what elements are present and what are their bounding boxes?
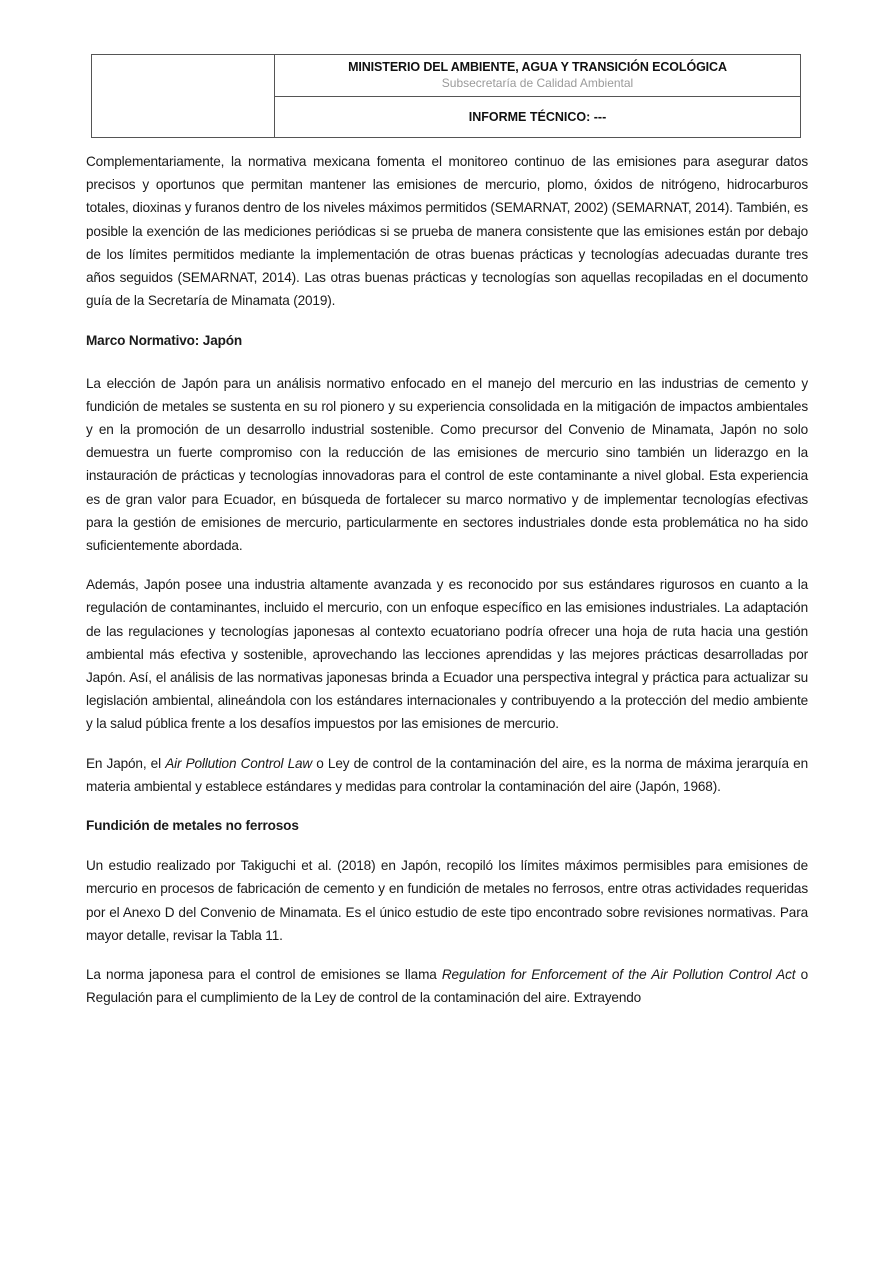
text: La norma japonesa para el control de emisiones se llama: [86, 967, 442, 983]
paragraph-japan-choice: La elección de Japón para un análisis normativo enfocado en el manejo del mercurio en las industrias de cemento y fundición de metales se sustenta en su rol pionero y su experiencia consolidada en la mitigación de impactos ambientales y en la promoción de un desarrollo industrial sostenible. Como precursor del Convenio de Minamata, Japón no solo demuestra un fuerte compromiso con la reducción de las emisiones de mercurio sino también un liderazgo en la instauración de prácticas y tecnologías innovadoras para el control de este contaminante a nivel global. Esta experiencia es de gran valor para Ecuador, en búsqueda de fortalecer su marco normativo y de implementar tecnologías efectivas para la gestión de emisiones de mercurio, particularmente en sectores industriales donde esta problemática no ha sido suficientemente abordada.: [86, 375, 808, 554]
paragraph-air-pollution-law: [86, 752, 808, 798]
text: o Regulación para el cumplimiento de la Ley de control de la contaminación del aire. Extrayendo: [86, 967, 808, 1006]
heading-nonferrous-smelting: Fundición de metales no ferrosos: [86, 818, 299, 834]
ministry-title: MINISTERIO DEL AMBIENTE, AGUA Y TRANSICIÓN ECOLÓGICA: [348, 60, 727, 74]
organization-row: [275, 55, 800, 97]
text: o Ley de control de la contaminación del aire, es la norma de máxima jerarquía en materia ambiental y establece estándares y medidas para controlar la contaminación del aire (Japón, 1968).: [86, 755, 808, 794]
subsecretary-name: Subsecretaría de Calidad Ambiental: [441, 76, 634, 90]
paragraph-japan-industry: Además, Japón posee una industria altamente avanzada y es reconocido por sus estándares rigurosos en cuanto a la regulación de contaminantes, incluido el mercurio, con un enfoque específico en las emisiones industriales. La adaptación de las regulaciones y tecnologías japonesas al contexto ecuatoriano podría ofrecer una hoja de ruta hacia una gestión ambiental más efectiva y sostenible, aprovechando las lecciones aprendidas y las mejores prácticas desarrolladas por Japón. Así, el análisis de las normativas japonesas brinda a Ecuador una perspectiva integral y práctica para actualizar su legislación ambiental, alineándola con los estándares internacionales y contribuyendo a la protección del medio ambiente y la salud pública frente a los desafíos impuestos por las emisiones de mercurio.: [86, 577, 808, 732]
paragraph-mexico-monitoring: Complementariamente, la normativa mexicana fomenta el monitoreo continuo de las emisiones para asegurar datos precisos y oportunos que permitan mantener las emisiones de mercurio, plomo, óxidos de nitrógeno, hidrocarburos totales, dioxinas y furanos dentro de los niveles máximos permitidos (SEMARNAT, 2002) (SEMARNAT, 2014). También, es posible la exención de las mediciones periódicas si se prueba de manera consistente que las emisiones están por debajo de los límites permitidos mediante la implementación de otras buenas prácticas y tecnologías adecuadas durante tres años seguidos (SEMARNAT, 2014). Las otras buenas prácticas y tecnologías son aquellas recopiladas en el documento guía de la Secretaría de Minamata (2019).: [86, 154, 808, 309]
document-header-table: [91, 54, 801, 138]
logo-cell: [92, 55, 275, 137]
text: En Japón, el: [86, 755, 166, 771]
law-name-italic: Air Pollution Control Law: [165, 755, 313, 771]
header-info-cell: [275, 55, 800, 137]
report-label: INFORME TÉCNICO: ---: [468, 110, 607, 124]
document-body: [86, 150, 808, 1010]
heading-japan-framework: Marco Normativo: Japón: [86, 333, 243, 349]
paragraph-enforcement-regulation: [86, 963, 808, 1009]
regulation-name-italic: Regulation for Enforcement of the Air Pollution Control Act: [441, 967, 796, 983]
paragraph-takiguchi-study: Un estudio realizado por Takiguchi et al. (2018) en Japón, recopiló los límites máximos permisibles para emisiones de mercurio en procesos de fabricación de cemento y en fundición de metales no ferrosos, entre otras actividades requeridas por el Anexo D del Convenio de Minamata. Es el único estudio de este tipo encontrado sobre revisiones normativas. Para mayor detalle, revisar la Tabla 11.: [86, 858, 808, 943]
